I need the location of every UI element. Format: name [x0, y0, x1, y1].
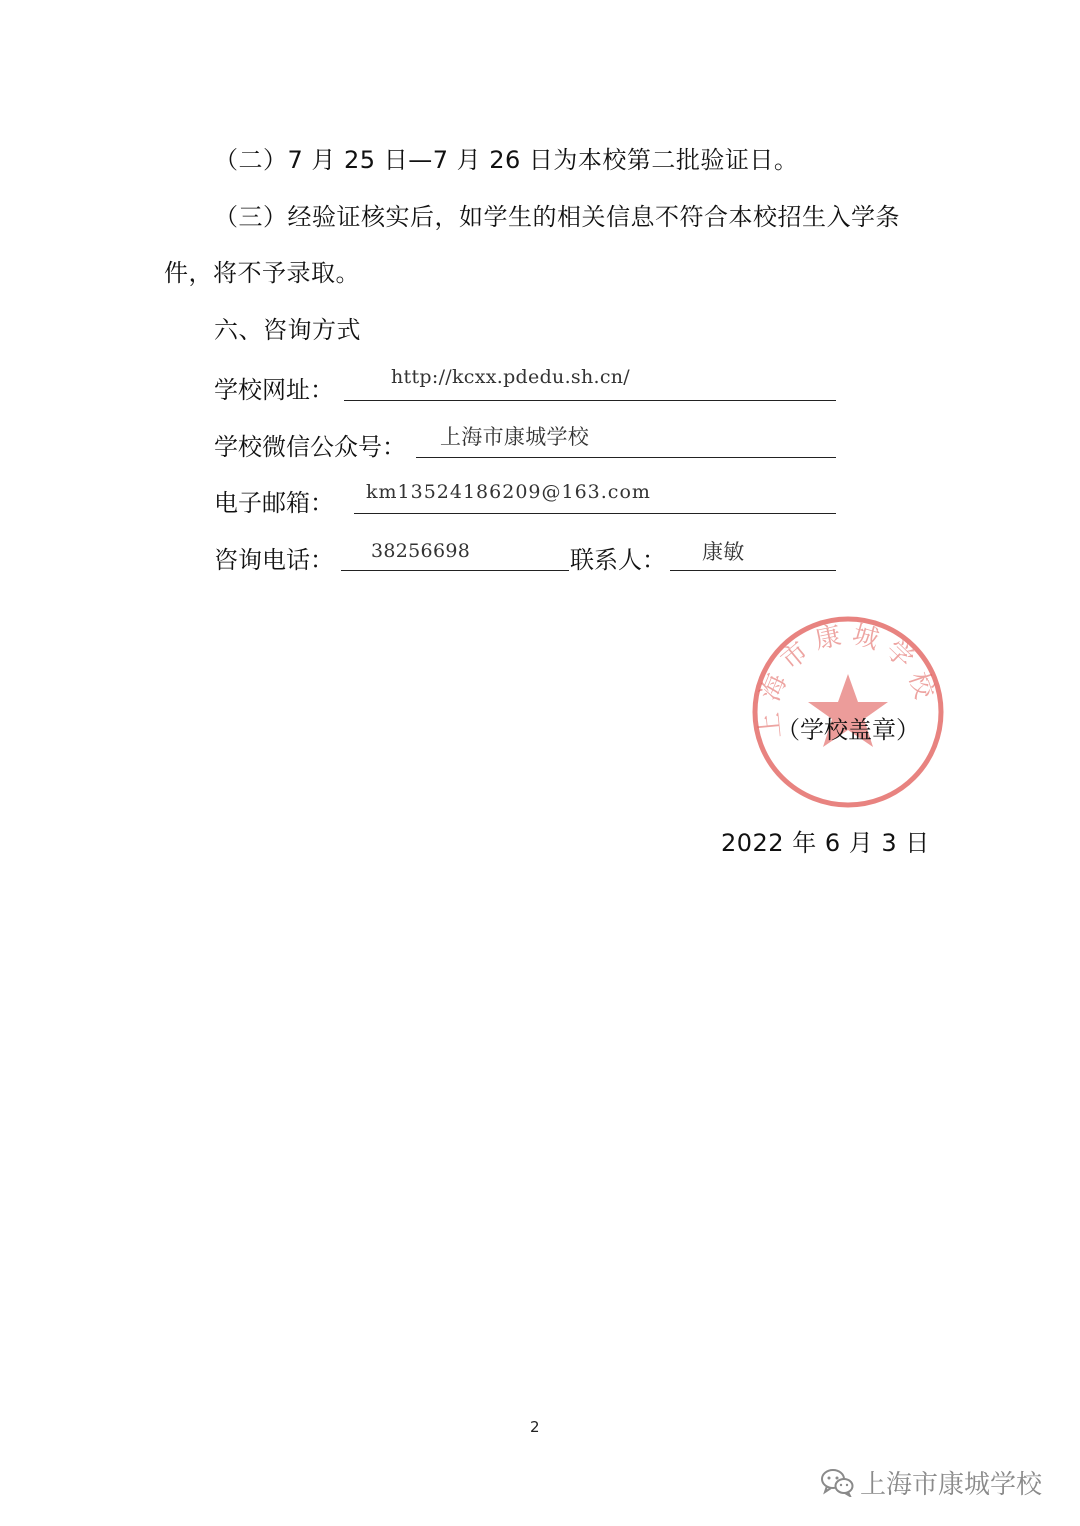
wechat-row	[214, 427, 836, 461]
seal-text: 上海市康城学校	[753, 619, 942, 740]
paragraph-item-3-line-2: 件，将不予录取。	[164, 259, 360, 287]
website-value: http://kcxx.pdedu.sh.cn/	[391, 366, 631, 388]
phone-row	[214, 540, 836, 574]
wechat-watermark	[820, 1462, 1042, 1502]
website-label: 学校网址：	[214, 376, 334, 404]
paragraph-item-2: （二）7 月 25 日—7 月 26 日为本校第二批验证日。	[214, 146, 799, 174]
wechat-value: 上海市康城学校	[440, 425, 590, 449]
section-heading-contact: 六、咨询方式	[214, 316, 361, 344]
seal-caption: （学校盖章）	[776, 716, 920, 744]
wechat-icon	[820, 1467, 854, 1497]
contact-person-value: 康敏	[702, 540, 745, 564]
phone-value: 38256698	[371, 540, 471, 562]
contact-person-underline	[670, 540, 836, 571]
phone-label: 咨询电话：	[214, 546, 334, 574]
document-date: 2022 年 6 月 3 日	[721, 829, 930, 857]
contact-person-label: 联系人：	[570, 546, 666, 574]
website-row	[214, 366, 836, 404]
email-value: km13524186209@163.com	[366, 481, 651, 503]
wechat-label: 学校微信公众号：	[214, 433, 406, 461]
email-row	[214, 483, 836, 517]
email-label: 电子邮箱：	[214, 489, 334, 517]
watermark-text: 上海市康城学校	[859, 1469, 1042, 1500]
paragraph-item-3-line-1: （三）经验证核实后，如学生的相关信息不符合本校招生入学条	[214, 203, 900, 231]
page-number: 2	[530, 1418, 540, 1436]
